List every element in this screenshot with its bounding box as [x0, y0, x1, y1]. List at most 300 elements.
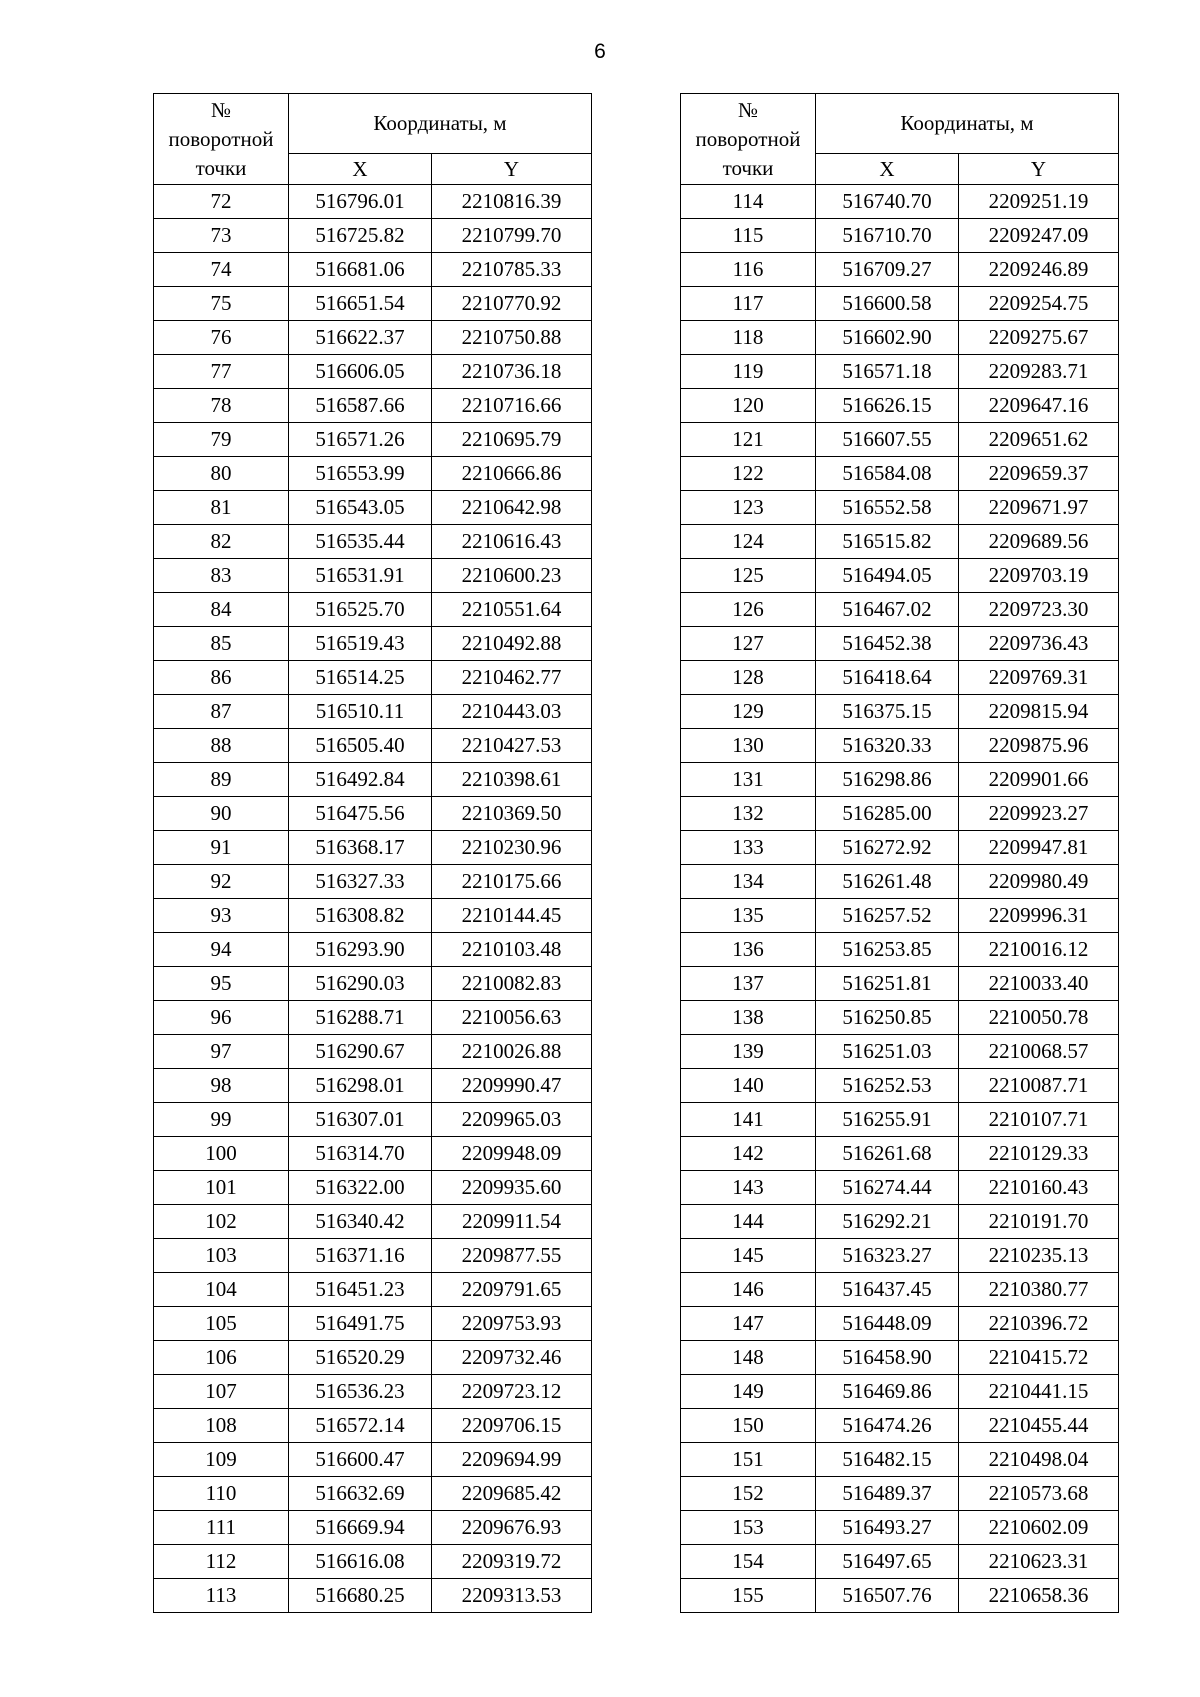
table-row [154, 355, 592, 389]
x-coordinate-cell: 516298.01 [289, 1069, 432, 1103]
point-number-cell: 139 [681, 1035, 816, 1069]
table-row [681, 763, 1119, 797]
table-row [681, 1375, 1119, 1409]
x-coordinate-cell: 516520.29 [289, 1341, 432, 1375]
y-coordinate-cell: 2209923.27 [959, 797, 1119, 831]
y-coordinate-cell: 2210492.88 [432, 627, 592, 661]
x-coordinate-cell: 516285.00 [816, 797, 959, 831]
table-row [154, 423, 592, 457]
y-coordinate-cell: 2210770.92 [432, 287, 592, 321]
table-row [681, 797, 1119, 831]
point-number-cell: 123 [681, 491, 816, 525]
point-number-cell: 109 [154, 1443, 289, 1477]
x-coordinate-cell: 516257.52 [816, 899, 959, 933]
point-number-cell: 121 [681, 423, 816, 457]
y-coordinate-cell: 2209676.93 [432, 1511, 592, 1545]
point-number-cell: 142 [681, 1137, 816, 1171]
y-coordinate-cell: 2210191.70 [959, 1205, 1119, 1239]
x-coordinate-cell: 516418.64 [816, 661, 959, 695]
table-row [154, 1001, 592, 1035]
table-row [154, 1307, 592, 1341]
x-coordinate-cell: 516375.15 [816, 695, 959, 729]
point-number-cell: 128 [681, 661, 816, 695]
table-row [681, 661, 1119, 695]
point-number-cell: 130 [681, 729, 816, 763]
x-coordinate-cell: 516632.69 [289, 1477, 432, 1511]
table-row [681, 593, 1119, 627]
x-coordinate-cell: 516469.86 [816, 1375, 959, 1409]
x-coordinate-cell: 516543.05 [289, 491, 432, 525]
x-coordinate-cell: 516553.99 [289, 457, 432, 491]
x-coordinate-cell: 516572.14 [289, 1409, 432, 1443]
y-coordinate-cell: 2210107.71 [959, 1103, 1119, 1137]
y-column-header: Y [432, 154, 592, 185]
y-coordinate-cell: 2209791.65 [432, 1273, 592, 1307]
x-coordinate-cell: 516515.82 [816, 525, 959, 559]
point-number-cell: 132 [681, 797, 816, 831]
y-coordinate-cell: 2210716.66 [432, 389, 592, 423]
table-row [154, 1341, 592, 1375]
table-row [154, 1035, 592, 1069]
table-row [681, 1273, 1119, 1307]
x-coordinate-cell: 516252.53 [816, 1069, 959, 1103]
table-row [154, 287, 592, 321]
y-coordinate-cell: 2209935.60 [432, 1171, 592, 1205]
y-coordinate-cell: 2210033.40 [959, 967, 1119, 1001]
y-coordinate-cell: 2210658.36 [959, 1579, 1119, 1613]
point-number-cell: 92 [154, 865, 289, 899]
point-number-cell: 140 [681, 1069, 816, 1103]
point-number-cell: 100 [154, 1137, 289, 1171]
table-row [681, 831, 1119, 865]
x-coordinate-cell: 516274.44 [816, 1171, 959, 1205]
y-coordinate-cell: 2209875.96 [959, 729, 1119, 763]
table-row [681, 1341, 1119, 1375]
x-coordinate-cell: 516251.81 [816, 967, 959, 1001]
point-number-cell: 125 [681, 559, 816, 593]
point-number-cell: 117 [681, 287, 816, 321]
x-coordinate-cell: 516452.38 [816, 627, 959, 661]
table-row [154, 457, 592, 491]
point-number-cell: 97 [154, 1035, 289, 1069]
x-coordinate-cell: 516437.45 [816, 1273, 959, 1307]
point-number-cell: 153 [681, 1511, 816, 1545]
y-coordinate-cell: 2210462.77 [432, 661, 592, 695]
y-coordinate-cell: 2210398.61 [432, 763, 592, 797]
point-number-cell: 151 [681, 1443, 816, 1477]
x-coordinate-cell: 516507.76 [816, 1579, 959, 1613]
point-header-line: поворотной [168, 126, 274, 151]
point-number-cell: 72 [154, 185, 289, 219]
point-number-cell: 126 [681, 593, 816, 627]
point-header-line: поворотной [695, 126, 801, 151]
point-number-cell: 104 [154, 1273, 289, 1307]
x-coordinate-cell: 516308.82 [289, 899, 432, 933]
point-number-cell: 147 [681, 1307, 816, 1341]
y-coordinate-cell: 2209671.97 [959, 491, 1119, 525]
table-row [681, 1035, 1119, 1069]
y-coordinate-cell: 2209769.31 [959, 661, 1119, 695]
table-row [681, 627, 1119, 661]
table-row [154, 1375, 592, 1409]
point-number-cell: 74 [154, 253, 289, 287]
x-coordinate-cell: 516340.42 [289, 1205, 432, 1239]
point-number-cell: 98 [154, 1069, 289, 1103]
point-number-cell: 106 [154, 1341, 289, 1375]
point-number-cell: 129 [681, 695, 816, 729]
point-number-cell: 143 [681, 1171, 816, 1205]
y-coordinate-cell: 2210415.72 [959, 1341, 1119, 1375]
x-coordinate-cell: 516482.15 [816, 1443, 959, 1477]
table-row [154, 933, 592, 967]
x-coordinate-cell: 516467.02 [816, 593, 959, 627]
y-coordinate-cell: 2210816.39 [432, 185, 592, 219]
table-row [681, 967, 1119, 1001]
y-coordinate-cell: 2209723.12 [432, 1375, 592, 1409]
y-coordinate-cell: 2209736.43 [959, 627, 1119, 661]
y-coordinate-cell: 2210175.66 [432, 865, 592, 899]
x-coordinate-cell: 516519.43 [289, 627, 432, 661]
x-column-header: X [289, 154, 432, 185]
point-number-cell: 114 [681, 185, 816, 219]
x-coordinate-cell: 516587.66 [289, 389, 432, 423]
table-row [154, 1171, 592, 1205]
point-number-cell: 154 [681, 1545, 816, 1579]
y-coordinate-cell: 2209911.54 [432, 1205, 592, 1239]
point-number-cell: 105 [154, 1307, 289, 1341]
y-coordinate-cell: 2209980.49 [959, 865, 1119, 899]
point-number-cell: 131 [681, 763, 816, 797]
table-row [154, 1137, 592, 1171]
x-coordinate-cell: 516493.27 [816, 1511, 959, 1545]
y-coordinate-cell: 2210103.48 [432, 933, 592, 967]
table-row [154, 661, 592, 695]
y-coordinate-cell: 2210799.70 [432, 219, 592, 253]
y-coordinate-cell: 2210026.88 [432, 1035, 592, 1069]
x-coordinate-cell: 516651.54 [289, 287, 432, 321]
table-row [154, 729, 592, 763]
table-row [154, 1579, 592, 1613]
point-number-cell: 155 [681, 1579, 816, 1613]
coordinates-header: Координаты, м [289, 94, 592, 154]
table-row [154, 253, 592, 287]
point-number-cell: 95 [154, 967, 289, 1001]
y-coordinate-cell: 2209247.09 [959, 219, 1119, 253]
x-coordinate-cell: 516314.70 [289, 1137, 432, 1171]
table-row [681, 559, 1119, 593]
x-coordinate-cell: 516552.58 [816, 491, 959, 525]
point-number-cell: 144 [681, 1205, 816, 1239]
table-row [154, 1477, 592, 1511]
point-number-cell: 115 [681, 219, 816, 253]
y-coordinate-cell: 2209947.81 [959, 831, 1119, 865]
y-coordinate-cell: 2210427.53 [432, 729, 592, 763]
x-coordinate-cell: 516535.44 [289, 525, 432, 559]
x-coordinate-cell: 516292.21 [816, 1205, 959, 1239]
y-coordinate-cell: 2209965.03 [432, 1103, 592, 1137]
table-row [154, 627, 592, 661]
x-coordinate-cell: 516253.85 [816, 933, 959, 967]
table-row [154, 185, 592, 219]
x-coordinate-cell: 516525.70 [289, 593, 432, 627]
table-body [681, 185, 1119, 1613]
x-coordinate-cell: 516709.27 [816, 253, 959, 287]
x-coordinate-cell: 516371.16 [289, 1239, 432, 1273]
point-number-cell: 79 [154, 423, 289, 457]
x-coordinate-cell: 516606.05 [289, 355, 432, 389]
table-row [681, 219, 1119, 253]
table-row [681, 899, 1119, 933]
x-coordinate-cell: 516584.08 [816, 457, 959, 491]
y-coordinate-cell: 2209877.55 [432, 1239, 592, 1273]
x-coordinate-cell: 516272.92 [816, 831, 959, 865]
table-row [154, 967, 592, 1001]
point-number-cell: 102 [154, 1205, 289, 1239]
table-row [681, 457, 1119, 491]
x-coordinate-cell: 516740.70 [816, 185, 959, 219]
table-row [681, 1137, 1119, 1171]
x-coordinate-cell: 516600.47 [289, 1443, 432, 1477]
table-row [681, 1307, 1119, 1341]
y-coordinate-cell: 2210068.57 [959, 1035, 1119, 1069]
point-number-cell: 96 [154, 1001, 289, 1035]
x-coordinate-cell: 516250.85 [816, 1001, 959, 1035]
point-header-line: № [737, 97, 759, 122]
x-coordinate-cell: 516491.75 [289, 1307, 432, 1341]
table-row [681, 287, 1119, 321]
point-number-cell: 112 [154, 1545, 289, 1579]
x-coordinate-cell: 516536.23 [289, 1375, 432, 1409]
point-number-cell: 116 [681, 253, 816, 287]
point-number-cell: 135 [681, 899, 816, 933]
table-row [681, 865, 1119, 899]
point-number-cell: 122 [681, 457, 816, 491]
x-coordinate-cell: 516290.67 [289, 1035, 432, 1069]
y-coordinate-cell: 2209251.19 [959, 185, 1119, 219]
coordinates-table-left [153, 93, 592, 1613]
coordinates-header: Координаты, м [816, 94, 1119, 154]
table-row [681, 1511, 1119, 1545]
point-number-cell: 133 [681, 831, 816, 865]
table-row [154, 491, 592, 525]
x-coordinate-cell: 516607.55 [816, 423, 959, 457]
point-number-cell: 120 [681, 389, 816, 423]
y-coordinate-cell: 2210082.83 [432, 967, 592, 1001]
y-coordinate-cell: 2210785.33 [432, 253, 592, 287]
point-number-cell: 146 [681, 1273, 816, 1307]
table-row [154, 1545, 592, 1579]
x-coordinate-cell: 516323.27 [816, 1239, 959, 1273]
x-coordinate-cell: 516497.65 [816, 1545, 959, 1579]
table-row [681, 1409, 1119, 1443]
y-coordinate-cell: 2209313.53 [432, 1579, 592, 1613]
point-number-cell: 86 [154, 661, 289, 695]
y-coordinate-cell: 2210160.43 [959, 1171, 1119, 1205]
x-coordinate-cell: 516531.91 [289, 559, 432, 593]
x-coordinate-cell: 516571.26 [289, 423, 432, 457]
x-coordinate-cell: 516796.01 [289, 185, 432, 219]
x-coordinate-cell: 516368.17 [289, 831, 432, 865]
point-number-cell: 138 [681, 1001, 816, 1035]
y-coordinate-cell: 2210695.79 [432, 423, 592, 457]
x-coordinate-cell: 516307.01 [289, 1103, 432, 1137]
table-row [681, 1103, 1119, 1137]
y-coordinate-cell: 2210666.86 [432, 457, 592, 491]
x-coordinate-cell: 516251.03 [816, 1035, 959, 1069]
table-row [154, 899, 592, 933]
x-coordinate-cell: 516288.71 [289, 1001, 432, 1035]
table-row [681, 1069, 1119, 1103]
y-coordinate-cell: 2210498.04 [959, 1443, 1119, 1477]
x-coordinate-cell: 516451.23 [289, 1273, 432, 1307]
point-number-cell: 81 [154, 491, 289, 525]
y-coordinate-cell: 2209246.89 [959, 253, 1119, 287]
point-number-cell: 124 [681, 525, 816, 559]
x-coordinate-cell: 516622.37 [289, 321, 432, 355]
table-row [681, 423, 1119, 457]
point-number-cell: 91 [154, 831, 289, 865]
point-number-cell: 107 [154, 1375, 289, 1409]
point-number-cell: 145 [681, 1239, 816, 1273]
point-number-cell: 76 [154, 321, 289, 355]
table-row [154, 1409, 592, 1443]
point-number-cell: 85 [154, 627, 289, 661]
x-coordinate-cell: 516322.00 [289, 1171, 432, 1205]
point-number-cell: 75 [154, 287, 289, 321]
point-number-cell: 127 [681, 627, 816, 661]
y-coordinate-cell: 2209723.30 [959, 593, 1119, 627]
table-row [681, 355, 1119, 389]
x-coordinate-cell: 516514.25 [289, 661, 432, 695]
point-number-header [154, 94, 289, 185]
x-coordinate-cell: 516474.26 [816, 1409, 959, 1443]
y-coordinate-cell: 2209647.16 [959, 389, 1119, 423]
point-number-cell: 77 [154, 355, 289, 389]
y-coordinate-cell: 2210056.63 [432, 1001, 592, 1035]
y-coordinate-cell: 2209996.31 [959, 899, 1119, 933]
table-row [681, 695, 1119, 729]
y-coordinate-cell: 2209753.93 [432, 1307, 592, 1341]
point-number-cell: 113 [154, 1579, 289, 1613]
y-coordinate-cell: 2209901.66 [959, 763, 1119, 797]
y-coordinate-cell: 2209703.19 [959, 559, 1119, 593]
x-coordinate-cell: 516290.03 [289, 967, 432, 1001]
y-coordinate-cell: 2210736.18 [432, 355, 592, 389]
point-number-cell: 108 [154, 1409, 289, 1443]
x-coordinate-cell: 516448.09 [816, 1307, 959, 1341]
y-coordinate-cell: 2209990.47 [432, 1069, 592, 1103]
point-number-cell: 150 [681, 1409, 816, 1443]
table-row [154, 1239, 592, 1273]
table-row [681, 1579, 1119, 1613]
x-coordinate-cell: 516293.90 [289, 933, 432, 967]
y-coordinate-cell: 2209694.99 [432, 1443, 592, 1477]
table-row [154, 763, 592, 797]
x-coordinate-cell: 516725.82 [289, 219, 432, 253]
point-number-cell: 149 [681, 1375, 816, 1409]
table-row [154, 865, 592, 899]
x-coordinate-cell: 516261.48 [816, 865, 959, 899]
table-row [681, 1171, 1119, 1205]
y-coordinate-cell: 2209283.71 [959, 355, 1119, 389]
y-coordinate-cell: 2210396.72 [959, 1307, 1119, 1341]
table-row [154, 1443, 592, 1477]
point-number-cell: 93 [154, 899, 289, 933]
table-row [681, 185, 1119, 219]
y-coordinate-cell: 2210129.33 [959, 1137, 1119, 1171]
table-row [154, 593, 592, 627]
table-row [154, 1069, 592, 1103]
x-coordinate-cell: 516505.40 [289, 729, 432, 763]
x-coordinate-cell: 516680.25 [289, 1579, 432, 1613]
y-coordinate-cell: 2209254.75 [959, 287, 1119, 321]
point-number-cell: 83 [154, 559, 289, 593]
x-coordinate-cell: 516571.18 [816, 355, 959, 389]
y-coordinate-cell: 2210573.68 [959, 1477, 1119, 1511]
y-coordinate-cell: 2209732.46 [432, 1341, 592, 1375]
table-row [681, 933, 1119, 967]
point-number-cell: 134 [681, 865, 816, 899]
table-row [154, 559, 592, 593]
table-row [681, 253, 1119, 287]
point-number-cell: 73 [154, 219, 289, 253]
table-row [681, 1001, 1119, 1035]
table-row [154, 695, 592, 729]
y-coordinate-cell: 2210235.13 [959, 1239, 1119, 1273]
x-coordinate-cell: 516492.84 [289, 763, 432, 797]
x-coordinate-cell: 516298.86 [816, 763, 959, 797]
y-coordinate-cell: 2209685.42 [432, 1477, 592, 1511]
table-row [154, 1511, 592, 1545]
table-row [154, 525, 592, 559]
point-header-line: точки [195, 155, 247, 180]
x-coordinate-cell: 516510.11 [289, 695, 432, 729]
table-row [681, 1545, 1119, 1579]
x-coordinate-cell: 516669.94 [289, 1511, 432, 1545]
table-row [154, 797, 592, 831]
x-coordinate-cell: 516710.70 [816, 219, 959, 253]
point-number-cell: 111 [154, 1511, 289, 1545]
point-number-cell: 78 [154, 389, 289, 423]
point-number-cell: 136 [681, 933, 816, 967]
x-column-header: X [816, 154, 959, 185]
table-row [154, 321, 592, 355]
x-coordinate-cell: 516475.56 [289, 797, 432, 831]
y-coordinate-cell: 2210623.31 [959, 1545, 1119, 1579]
point-number-cell: 80 [154, 457, 289, 491]
x-coordinate-cell: 516489.37 [816, 1477, 959, 1511]
y-coordinate-cell: 2210443.03 [432, 695, 592, 729]
table-row [154, 219, 592, 253]
point-header-line: точки [722, 155, 774, 180]
point-number-cell: 152 [681, 1477, 816, 1511]
point-number-cell: 101 [154, 1171, 289, 1205]
point-number-cell: 88 [154, 729, 289, 763]
table-row [681, 389, 1119, 423]
y-coordinate-cell: 2209319.72 [432, 1545, 592, 1579]
y-coordinate-cell: 2210642.98 [432, 491, 592, 525]
y-coordinate-cell: 2210016.12 [959, 933, 1119, 967]
point-number-cell: 94 [154, 933, 289, 967]
x-coordinate-cell: 516458.90 [816, 1341, 959, 1375]
table-row [681, 525, 1119, 559]
y-coordinate-cell: 2210455.44 [959, 1409, 1119, 1443]
y-coordinate-cell: 2209948.09 [432, 1137, 592, 1171]
y-coordinate-cell: 2210551.64 [432, 593, 592, 627]
y-coordinate-cell: 2210602.09 [959, 1511, 1119, 1545]
x-coordinate-cell: 516600.58 [816, 287, 959, 321]
x-coordinate-cell: 516320.33 [816, 729, 959, 763]
